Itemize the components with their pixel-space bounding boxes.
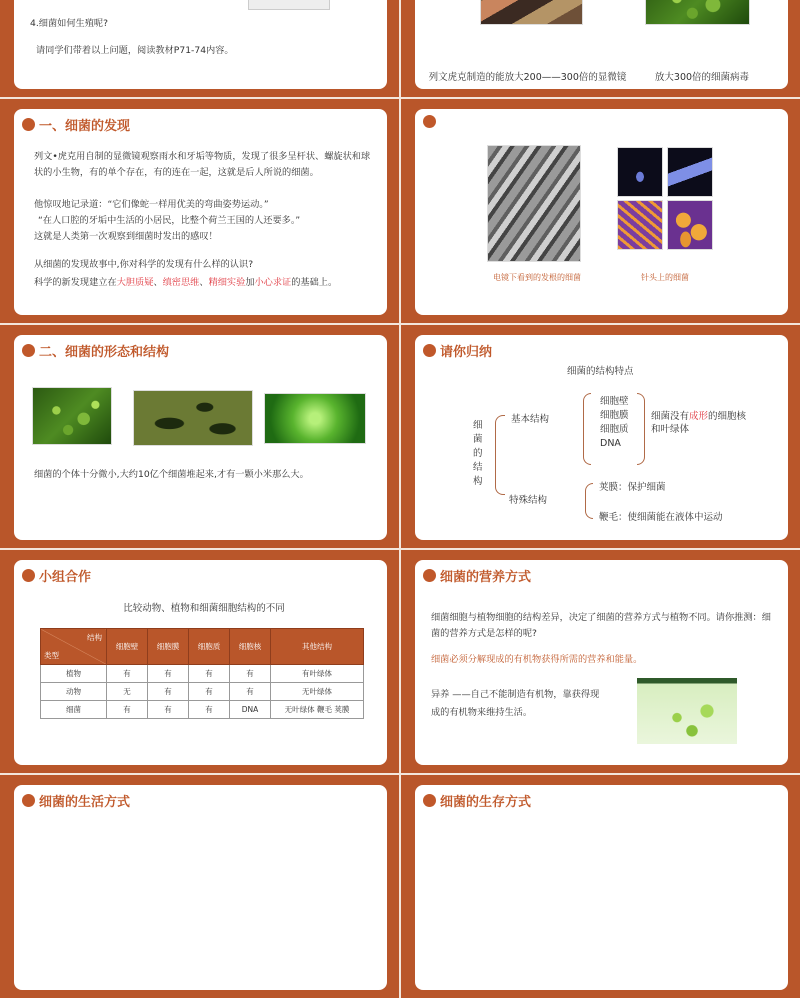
- slide-panel: [14, 785, 387, 990]
- microscope-caption: 列文虎克制造的能放大200——300倍的显微镜: [428, 72, 627, 83]
- magnified-bacteria-image: [645, 0, 750, 25]
- bullet-dot-icon: [423, 794, 436, 807]
- slide-title: 一、细菌的发现: [22, 115, 130, 134]
- flagellum-item: 鞭毛：使细菌能在液体中运动: [599, 512, 723, 523]
- slide-1[interactable]: [0, 0, 399, 97]
- bullet-dot-icon: [22, 118, 35, 131]
- slide-title: 细菌的营养方式: [423, 566, 531, 585]
- question-4: 4.细菌如何生殖呢?: [30, 18, 108, 29]
- hair-root-caption: 电镜下看到的发根的细菌: [493, 273, 581, 282]
- slide-panel: [415, 785, 788, 990]
- exclamation: 这就是人类第一次观察到细菌时发出的感叹！: [34, 231, 218, 242]
- bullet-dot-icon: [22, 569, 35, 582]
- nutrition-question: 细菌细胞与植物细胞的结构差异，决定了细菌的营养方式与植物不同。请你推测：细菌的营养方式是怎样的呢?: [431, 612, 771, 639]
- slide-3[interactable]: [0, 99, 399, 323]
- slide-panel: [415, 335, 788, 540]
- root-brace: [495, 415, 505, 495]
- special-structure-label: 特殊结构: [509, 495, 548, 506]
- special-brace: [585, 483, 593, 519]
- placeholder-image: [248, 0, 330, 10]
- header-other: 其他结构: [271, 629, 364, 665]
- slide-panel: [415, 109, 788, 315]
- needle-caption: 针头上的细菌: [641, 273, 689, 282]
- slide-panel: [14, 0, 387, 89]
- slide-5[interactable]: [0, 325, 399, 548]
- slide-panel: [14, 560, 387, 765]
- slide-panel: [14, 335, 387, 540]
- quote-1: 他惊叹地记录道：“它们像蛇一样用优美的弯曲姿势运动。”: [34, 199, 269, 210]
- bacteria-shape-image-2: [133, 390, 253, 446]
- science-answer: 科学的新发现建立在大胆质疑、缜密思维、精细实验加小心求证的基础上。: [34, 277, 338, 288]
- size-description: 细菌的个体十分微小,大约10亿个细菌堆起来,才有一颗小米那么大。: [34, 469, 309, 480]
- slide-panel: [415, 560, 788, 765]
- slide-panel: [14, 109, 387, 315]
- structure-subtitle: 细菌的结构特点: [567, 366, 634, 377]
- needle-bacteria-image-1: [617, 200, 663, 250]
- reading-instruction: 请同学们带着以上问题，阅读教材P71-74内容。: [36, 45, 234, 56]
- slide-4[interactable]: [401, 99, 800, 323]
- slide-title: 请你归纳: [423, 341, 492, 360]
- table-row: 动物 无 有 有 有 无叶绿体: [41, 683, 364, 701]
- table-row: 植物 有 有 有 有 有叶绿体: [41, 665, 364, 683]
- slide-7[interactable]: [0, 550, 399, 773]
- capsule-item: 荚膜：保护细菌: [599, 482, 666, 493]
- slide-panel: [415, 0, 788, 89]
- header-cell-wall: 细胞壁: [107, 629, 148, 665]
- table-row: 细菌 有 有 有 DNA 无叶绿体 鞭毛 荚膜: [41, 701, 364, 719]
- bullet-dot-icon: [22, 794, 35, 807]
- quote-2: “在人口腔的牙垢中生活的小居民，比整个荷兰王国的人还要多。”: [38, 215, 301, 226]
- basic-brace-left: [583, 393, 591, 465]
- needle-tip-image-1: [617, 147, 663, 197]
- slide-6[interactable]: [401, 325, 800, 548]
- basic-structure-label: 基本结构: [511, 414, 550, 425]
- basic-brace-right: [637, 393, 645, 465]
- basic-structure-list: 细胞壁 细胞膜 细胞质 DNA: [600, 396, 629, 449]
- bullet-dot-icon: [423, 569, 436, 582]
- table-caption: 比较动物、植物和细菌细胞结构的不同: [123, 603, 285, 614]
- bullet-dot-icon: [423, 115, 436, 128]
- header-cytoplasm: 细胞质: [189, 629, 230, 665]
- bullet-dot-icon: [423, 344, 436, 357]
- bacteria-caption: 放大300倍的细菌病毒: [654, 72, 750, 83]
- bacteria-shape-image-1: [32, 387, 112, 445]
- bacteria-shape-image-3: [264, 393, 366, 444]
- header-cell-membrane: 细胞膜: [148, 629, 189, 665]
- needle-bacteria-image-2: [667, 200, 713, 250]
- slide-9[interactable]: [0, 775, 399, 998]
- slide-title: [423, 115, 436, 128]
- needle-tip-image-2: [667, 147, 713, 197]
- corner-header: 结构 类型: [41, 629, 107, 665]
- slide-title: 小组合作: [22, 566, 91, 585]
- header-nucleus: 细胞核: [230, 629, 271, 665]
- leeuwenhoek-microscope-image: [480, 0, 583, 25]
- basic-structure-note: 细菌没有成形的细胞核和叶绿体: [651, 411, 747, 435]
- nutrition-answer: 细菌必须分解现成的有机物获得所需的营养和能量。: [431, 654, 643, 665]
- slide-8[interactable]: [401, 550, 800, 773]
- table-header-row: [41, 629, 364, 665]
- slide-title: 细菌的生存方式: [423, 791, 531, 810]
- leaf-cells-image: [637, 678, 737, 744]
- cell-comparison-table: [40, 628, 364, 719]
- hair-root-bacteria-image: [487, 145, 581, 262]
- slide-10[interactable]: [401, 775, 800, 998]
- bullet-dot-icon: [22, 344, 35, 357]
- heterotroph-definition: 异养 ——自己不能制造有机物，靠获得现成的有机物来维持生活。: [431, 689, 600, 718]
- root-label: 细 菌 的 结 构: [473, 420, 483, 487]
- discussion-question: 从细菌的发现故事中,你对科学的发现有什么样的认识?: [34, 259, 254, 270]
- slide-2[interactable]: [401, 0, 800, 97]
- slide-title: 二、细菌的形态和结构: [22, 341, 169, 360]
- discovery-paragraph: 列文•虎克用自制的显微镜观察雨水和牙垢等物质，发现了很多呈杆状、螺旋状和球状的小生物，有的单个存在，有的连在一起，这就是后人所说的细菌。: [34, 151, 371, 178]
- slide-title: 细菌的生活方式: [22, 791, 130, 810]
